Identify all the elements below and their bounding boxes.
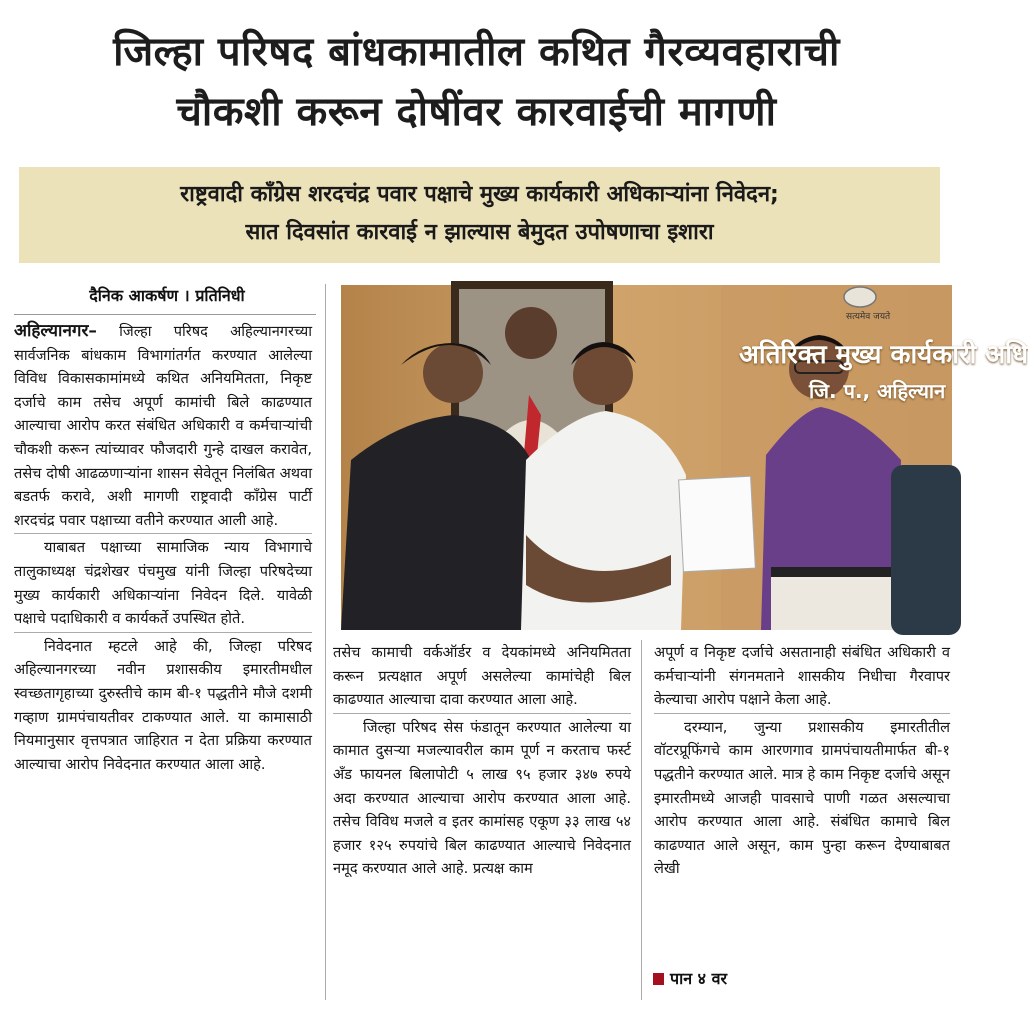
headline-line-2: चौकशी करून दोषींवर कारवाईची मागणी xyxy=(176,89,777,135)
subheadline-line-1: राष्ट्रवादी काँग्रेस शरदचंद्र पवार पक्षाचे मुख्य कार्यकारी अधिकाऱ्यांना निवेदन; xyxy=(180,182,779,207)
byline-divider xyxy=(14,314,316,315)
paragraph-divider xyxy=(333,713,631,714)
paragraph-divider xyxy=(654,713,950,714)
article-column-1 xyxy=(14,320,312,776)
paragraph-4: तसेच कामाची वर्कऑर्डर व देयकांमध्ये अनियमितता करून प्रत्यक्षात अपूर्ण असलेल्या कामांचेही बिल काढण्यात आल्याचा दावा करण्यात आला आहे. xyxy=(333,644,631,709)
continued-marker xyxy=(653,967,727,989)
article-column-3 xyxy=(654,641,950,881)
paragraph-divider xyxy=(14,632,312,633)
paragraph-divider xyxy=(14,533,312,534)
byline: दैनिक आकर्षण । प्रतिनिधी xyxy=(89,286,245,305)
office-sign-line-1: अतिरिक्त मुख्य कार्यकारी अधि xyxy=(739,340,1028,370)
subheadline-line-2: सात दिवसांत कारवाई न झाल्यास बेमुदत उपोषणाचा इशारा xyxy=(245,220,714,245)
headline xyxy=(0,22,953,142)
column-divider xyxy=(325,284,326,1000)
emblem-caption: सत्यमेव जयते xyxy=(846,312,891,322)
paragraph-6: अपूर्ण व निकृष्ट दर्जाचे असतानाही संबंधित अधिकारी व कर्मचाऱ्यांनी संगनमताने शासकीय निधीचा गैरवापर केल्याचा आरोप पक्षाने केला आहे. xyxy=(654,644,950,709)
subheadline-box xyxy=(19,167,940,263)
paragraph-3: निवेदनात म्हटले आहे की, जिल्हा परिषद अहिल्यानगरच्या नवीन प्रशासकीय इमारतीमधील स्वच्छतागृहाच्या दुरुस्तीचे काम बी-१ पद्धतीने मौजे दशमी गव्हाण ग्रामपंचायतीवर टाकण्यात आले. या कामासाठी नियमानुसार वृत्तपत्रात जाहिरात न देता प्रक्रिया करण्यात आल्याचा आरोप निवेदनात करण्यात आला आहे. xyxy=(14,637,312,773)
office-sign-line-2: जि. प., अहिल्यान xyxy=(809,379,946,403)
article-column-2 xyxy=(333,641,631,881)
paragraph-2: याबाबत पक्षाच्या सामाजिक न्याय विभागाचे तालुकाध्यक्ष चंद्रशेखर पंचमुख यांनी जिल्हा परिषदेच्या मुख्य कार्यकारी अधिकाऱ्यांना निवेदन दिले. यावेळी पक्षाचे पदाधिकारी व कार्यकर्ते उपस्थित होते. xyxy=(14,539,312,628)
paragraph-5: जिल्हा परिषद सेस फंडातून करण्यात आलेल्या या कामात दुसऱ्या मजल्यावरील काम पूर्ण न करताच फर्स्ट अँड फायनल बिलापोटी ५ लाख ९५ हजार ३४७ रुपये अदा करण्यात आल्याचा आरोप करण्यात आला आहे. तसेच विविध मजले व इतर कामांसह एकूण ३३ लाख ५४ हजार १२५ रुपयांचे बिल काढण्यात आल्याचे निवेदनात नमूद करण्यात आले आहे. प्रत्यक्ष काम xyxy=(333,718,631,878)
dateline: अहिल्यानगर– xyxy=(14,321,97,341)
news-photo xyxy=(341,285,1028,630)
column-divider xyxy=(641,640,642,1000)
continued-square-icon xyxy=(653,973,664,985)
headline-line-1: जिल्हा परिषद बांधकामातील कथित गैरव्यवहाराची xyxy=(113,29,840,75)
paragraph-1-text: जिल्हा परिषद अहिल्यानगरच्या सार्वजनिक बांधकाम विभागांतर्गत करण्यात आलेल्या विविध विकासकामांमध्ये कथित अनियमितता, निकृष्ट दर्जाचे काम तसेच अपूर्ण कामांची बिले काढण्यात आल्याचा आरोप करत संबंधित अधिकारी व कर्मचाऱ्यांची चौकशी करून त्यांच्यावर फौजदारी गुन्हे दाखल करावेत, तसेच दोषी आढळणाऱ्यांना शासन सेवेतून निलंबित अथवा बडतर्फ करावे, अशी मागणी राष्ट्रवादी काँग्रेस पार्टी शरदचंद्र पवार पक्षाच्या वतीने करण्यात आली आहे. xyxy=(14,323,313,529)
paragraph-1 xyxy=(14,320,312,532)
paragraph-7: दरम्यान, जुन्या प्रशासकीय इमारतीतील वॉटरप्रूफिंगचे काम आरणगाव ग्रामपंचायतीमार्फत बी-१ पद्धतीने करण्यात आले. मात्र हे काम निकृष्ट दर्जाचे असून इमारतीमध्ये आजही पावसाचे पाणी गळत असल्याचा आरोप करण्यात आला आहे. संबंधित कामाचे बिल काढण्यात आले असून, काम पुन्हा करून देण्याबाबत लेखी xyxy=(654,718,950,878)
continued-text: पान ४ वर xyxy=(670,969,728,988)
